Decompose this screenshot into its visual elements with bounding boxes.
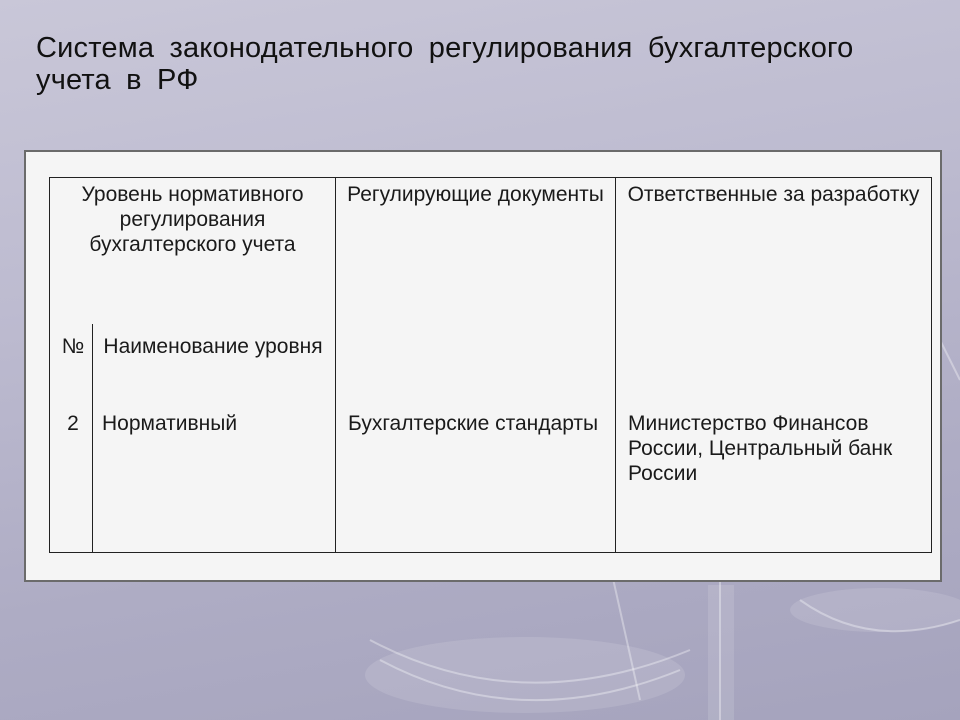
responsible-column-cell [616, 178, 932, 553]
responsible-header: Ответственные за разработку [627, 183, 920, 206]
sub-column-divider [92, 324, 93, 552]
documents-header: Регулирующие документы [347, 183, 604, 206]
row-documents: Бухгалтерские стандарты [348, 412, 599, 435]
row-number: 2 [67, 412, 79, 435]
table-frame [24, 150, 942, 582]
regulation-table [49, 177, 932, 553]
level-header: Уровень нормативного регулирования бухгалтерского учета [81, 183, 304, 256]
documents-column-cell [336, 178, 616, 553]
level-column-cell [50, 178, 336, 553]
row-level-name: Нормативный [102, 412, 238, 435]
row-responsible: Министерство Финансов России, Центральный банк России [628, 412, 893, 485]
slide-title: Система законодательного регулирования бухгалтерского учета в РФ [36, 32, 854, 96]
level-name-header: Наименование уровня [103, 335, 323, 358]
level-subtable [50, 324, 335, 552]
number-header: № [61, 335, 85, 358]
